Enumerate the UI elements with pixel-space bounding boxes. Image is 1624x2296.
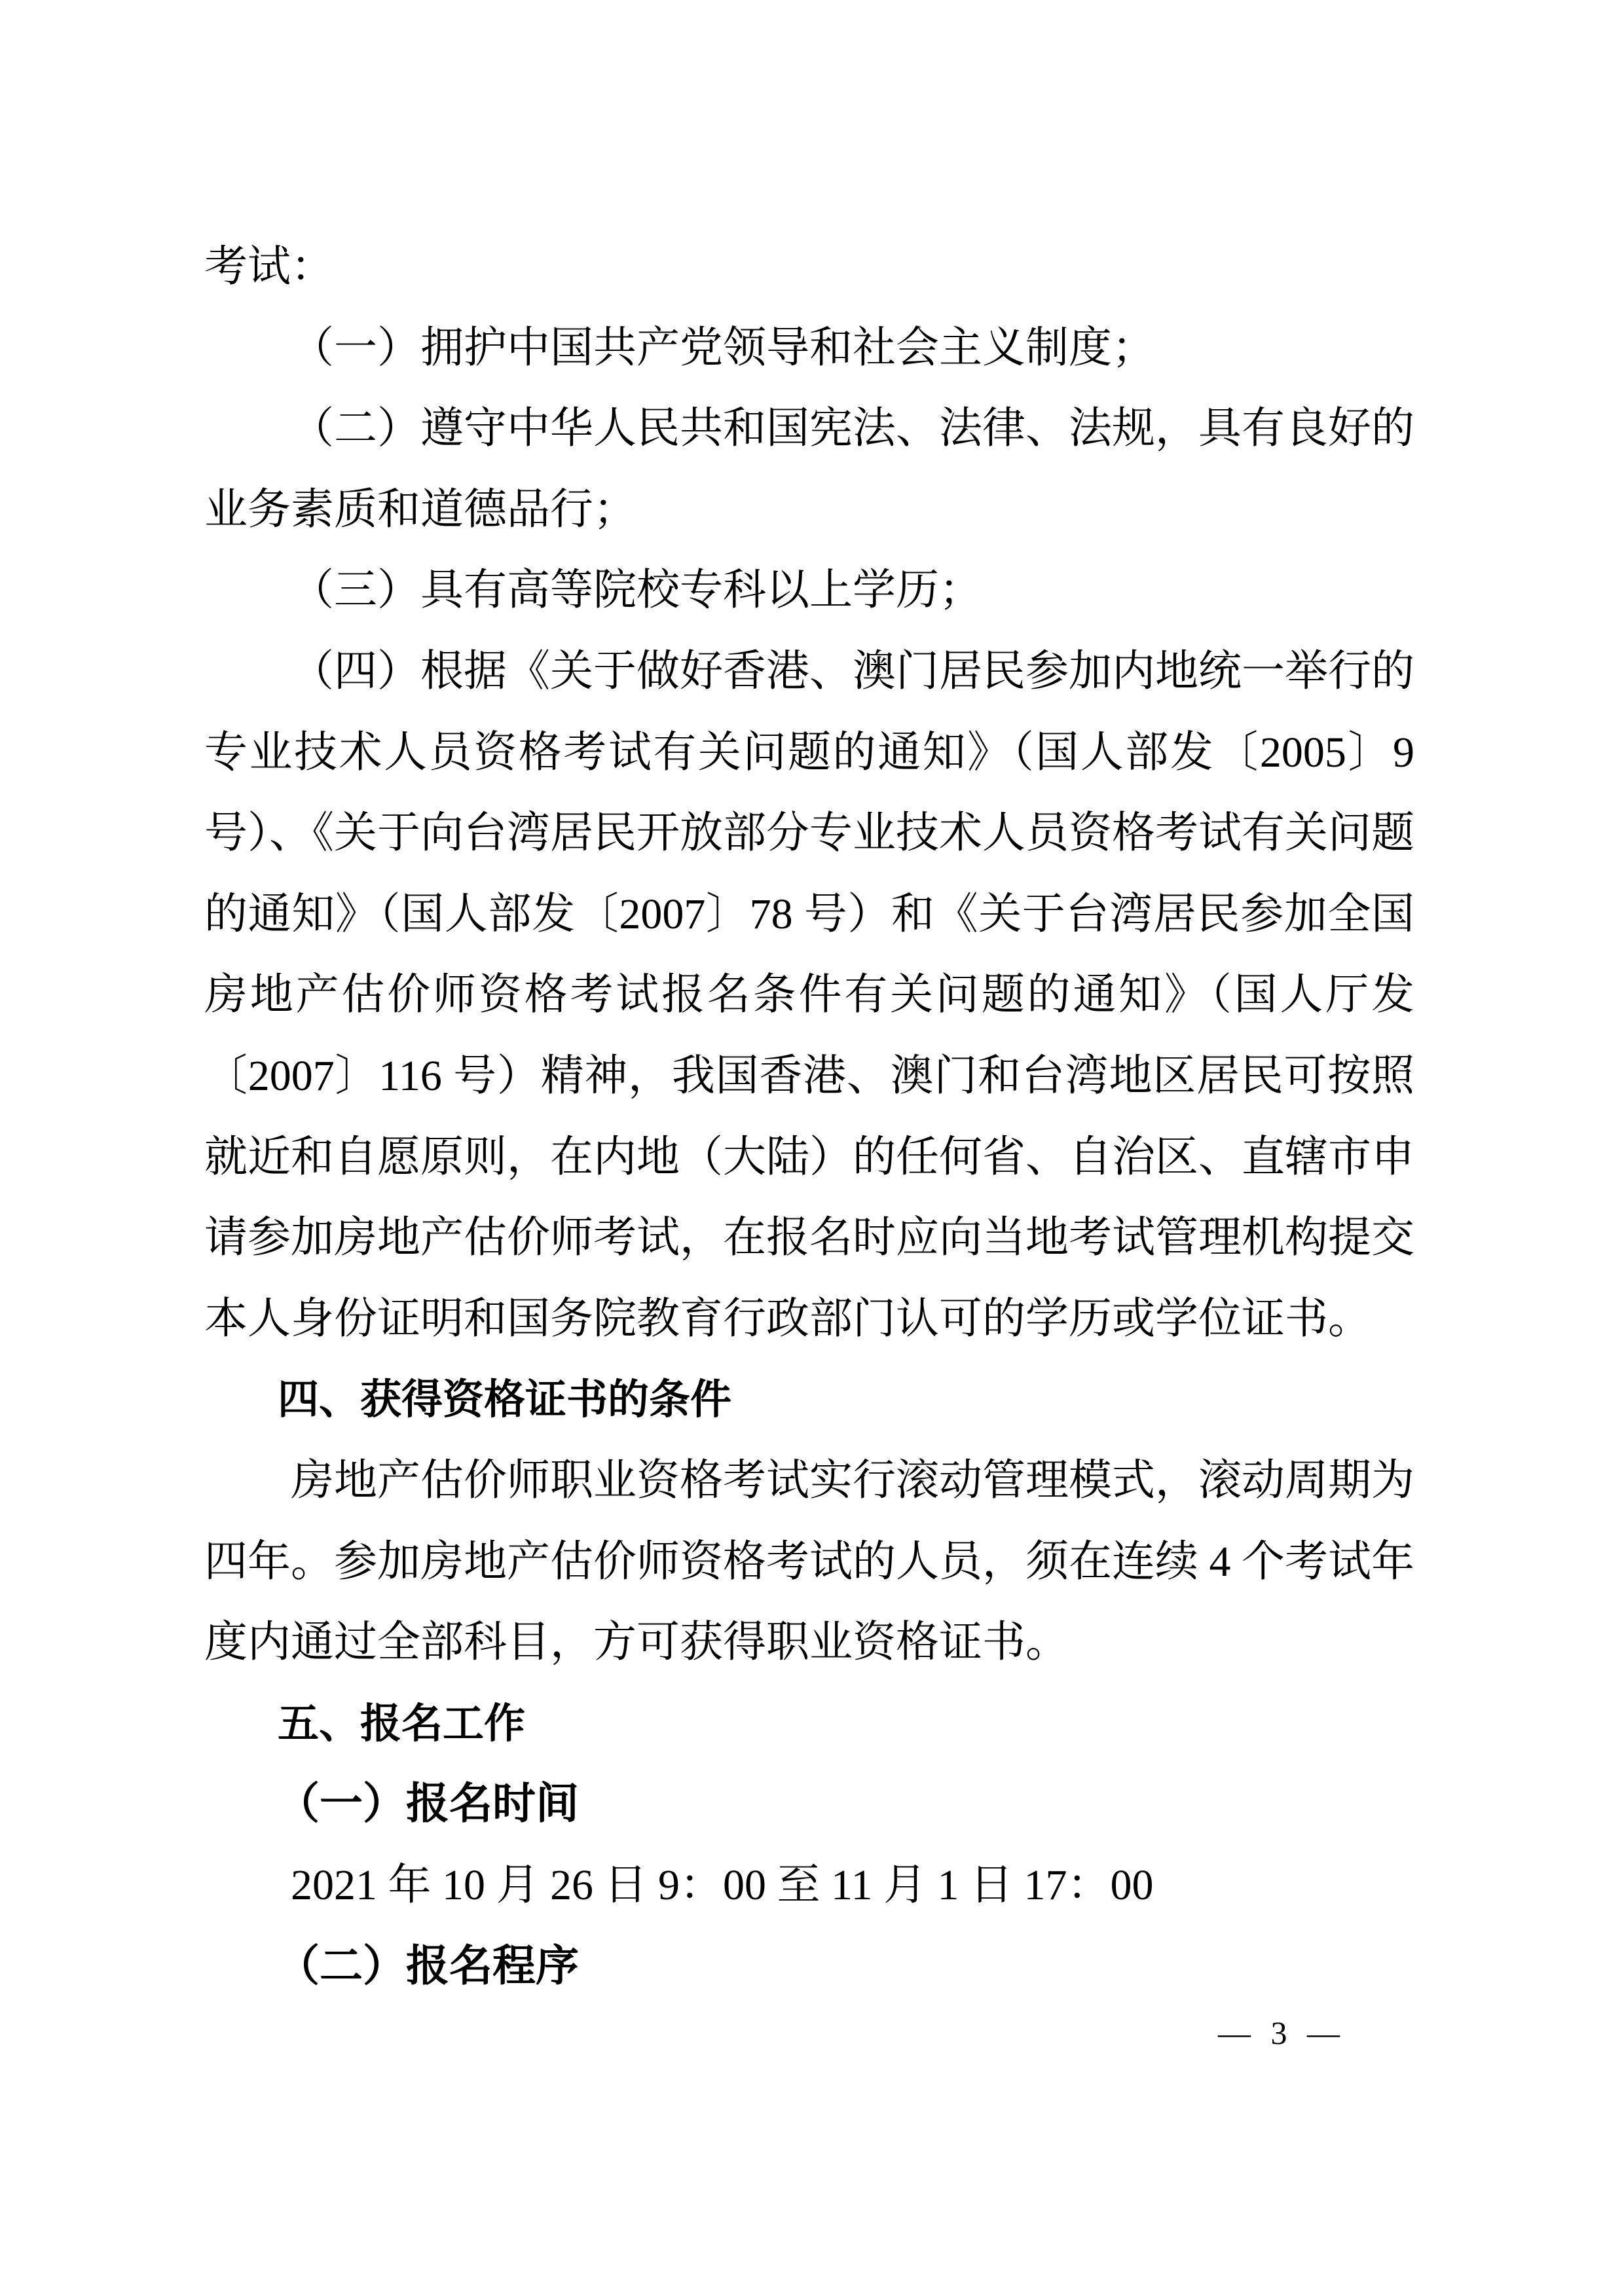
text-line: （二）遵守中华人民共和国宪法、法律、法规，具有良好的 [291, 405, 1414, 452]
sub-heading: （二）报名程序 [276, 1942, 579, 1990]
text-line: 请参加房地产估价师考试，在报名时应向当地考试管理机构提交 [204, 1214, 1414, 1262]
text-line: 本人身份证明和国务院教育行政部门认可的学历或学位证书。 [204, 1295, 1371, 1343]
page-number: — 3 — [1218, 2014, 1340, 2051]
text-line: 2021 年 10 月 26 日 9：00 至 11 月 1 日 17：00 [291, 1861, 1154, 1909]
text-line: 考试： [204, 243, 334, 291]
section-heading: 四、获得资格证书的条件 [278, 1377, 731, 1423]
text-line: （四）根据《关于做好香港、澳门居民参加内地统一举行的 [291, 647, 1414, 695]
text-line: 的通知》（国人部发〔2007〕78 号）和《关于台湾居民参加全国 [204, 890, 1414, 938]
text-line: 就近和自愿原则，在内地（大陆）的任何省、自治区、直辖市申 [204, 1133, 1414, 1181]
text-line: 度内通过全部科目，方可获得职业资格证书。 [204, 1618, 1069, 1666]
text-line: 房地产估价师职业资格考试实行滚动管理模式，滚动周期为 [291, 1457, 1414, 1504]
text-line: 号）、《关于向台湾居民开放部分专业技术人员资格考试有关问题 [204, 809, 1414, 857]
text-line: 〔2007〕116 号）精神，我国香港、澳门和台湾地区居民可按照 [204, 1052, 1414, 1100]
sub-heading: （一）报名时间 [276, 1780, 579, 1828]
text-line: 专业技术人员资格考试有关问题的通知》（国人部发〔2005〕9 [204, 729, 1414, 776]
text-line: 四年。参加房地产估价师资格考试的人员，须在连续 4 个考试年 [204, 1538, 1414, 1586]
text-line: 房地产估价师资格考试报名条件有关问题的通知》（国人厅发 [204, 971, 1414, 1019]
section-heading: 五、报名工作 [278, 1701, 525, 1747]
text-line: 业务素质和道德品行； [204, 486, 637, 534]
text-line: （一）拥护中国共产党领导和社会主义制度； [291, 324, 1155, 372]
text-line: （三）具有高等院校专科以上学历； [291, 566, 982, 614]
